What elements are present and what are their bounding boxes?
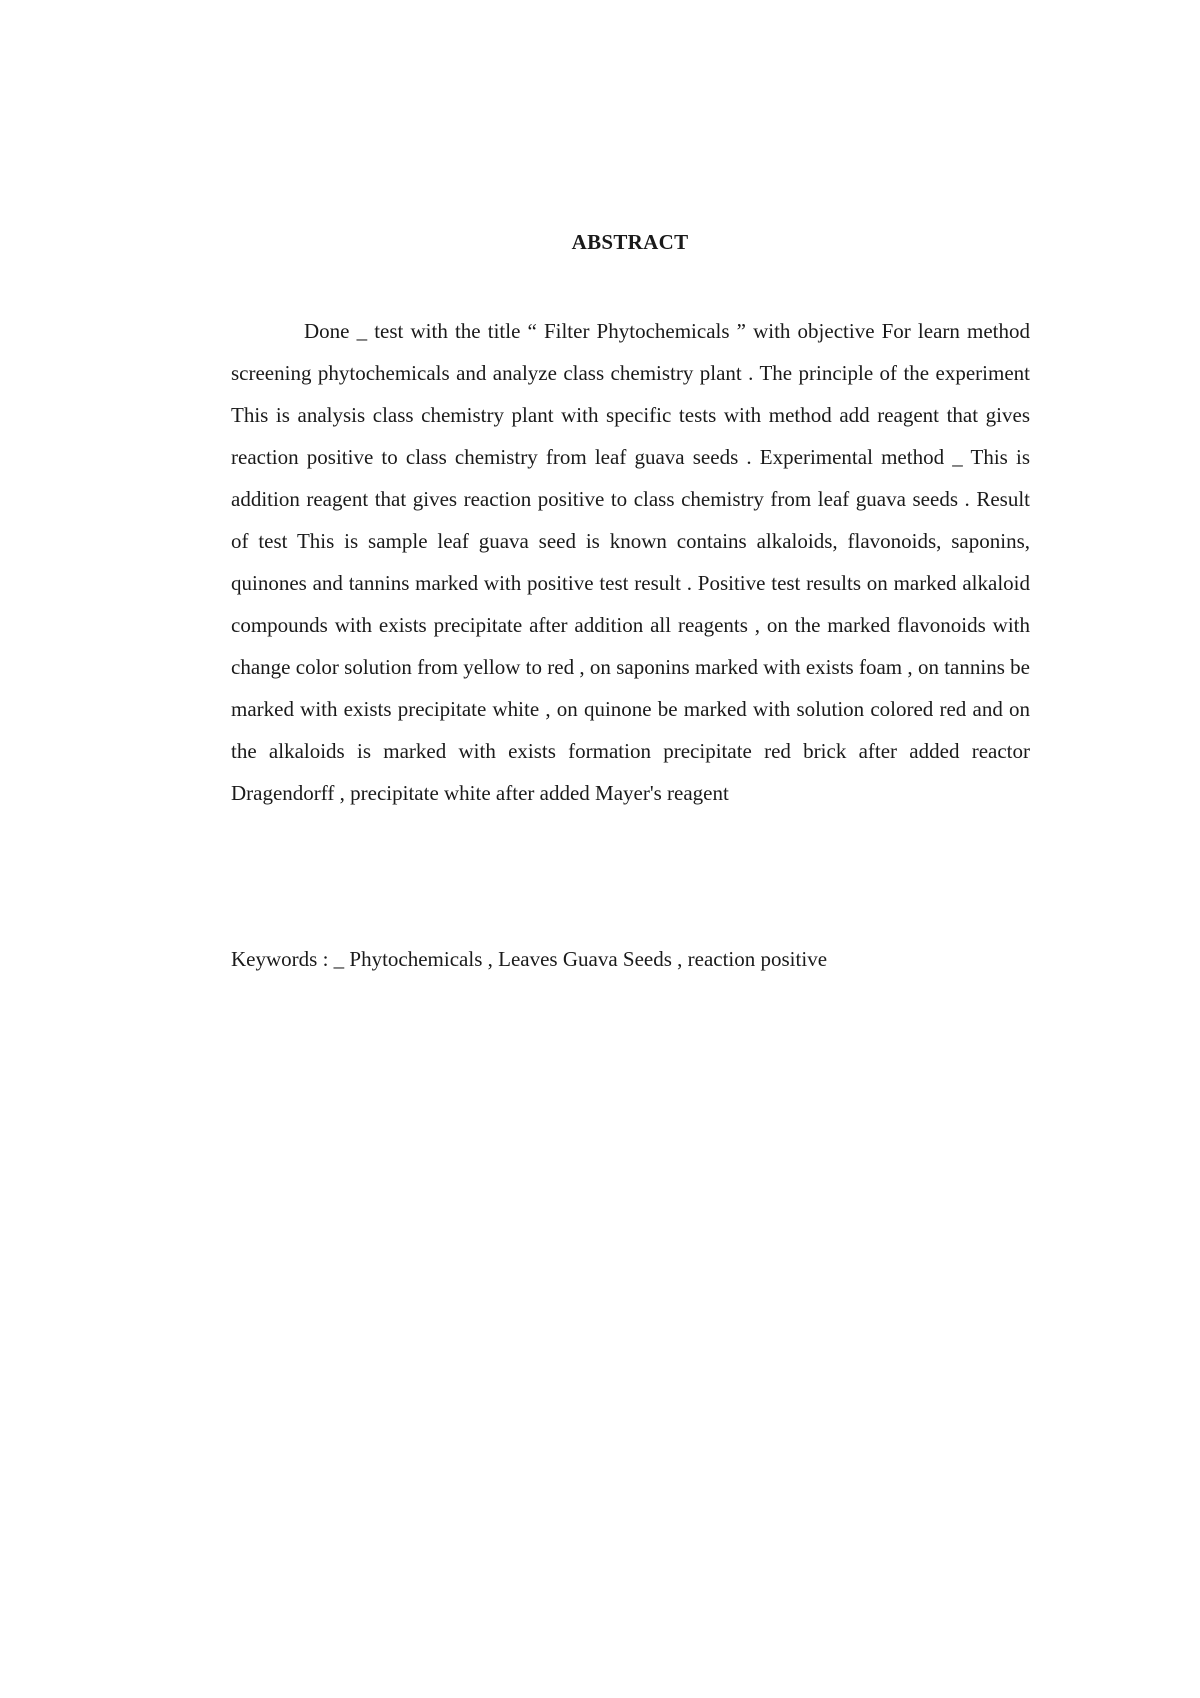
keywords-line: Keywords : _ Phytochemicals , Leaves Guava Seeds , reaction positive (231, 947, 828, 971)
page-title: ABSTRACT (571, 230, 689, 254)
abstract-body: Done _ test with the title “ Filter Phytochemicals ” with objective For learn method screening phytochemicals and analyze class chemistry plant . The principle of the experiment This is analysis class chemistry plant with specific tests with method add reagent that gives reaction positive to class chemistry from leaf guava seeds . Experimental method _ This is addition reagent that gives reaction positive to class chemistry from leaf guava seeds . Result of test This is sample leaf guava seed is known contains alkaloids, flavonoids, saponins, quinones and tannins marked with positive test result . Positive test results on marked alkaloid compounds with exists precipitate after addition all reagents , on the marked flavonoids with change color solution from yellow to red , on saponins marked with exists foam , on tannins be marked with exists precipitate white , on quinone be marked with solution colored red and on the alkaloids is marked with exists formation precipitate red brick after added reactor Dragendorff , precipitate white after added Mayer's reagent (231, 319, 1030, 805)
